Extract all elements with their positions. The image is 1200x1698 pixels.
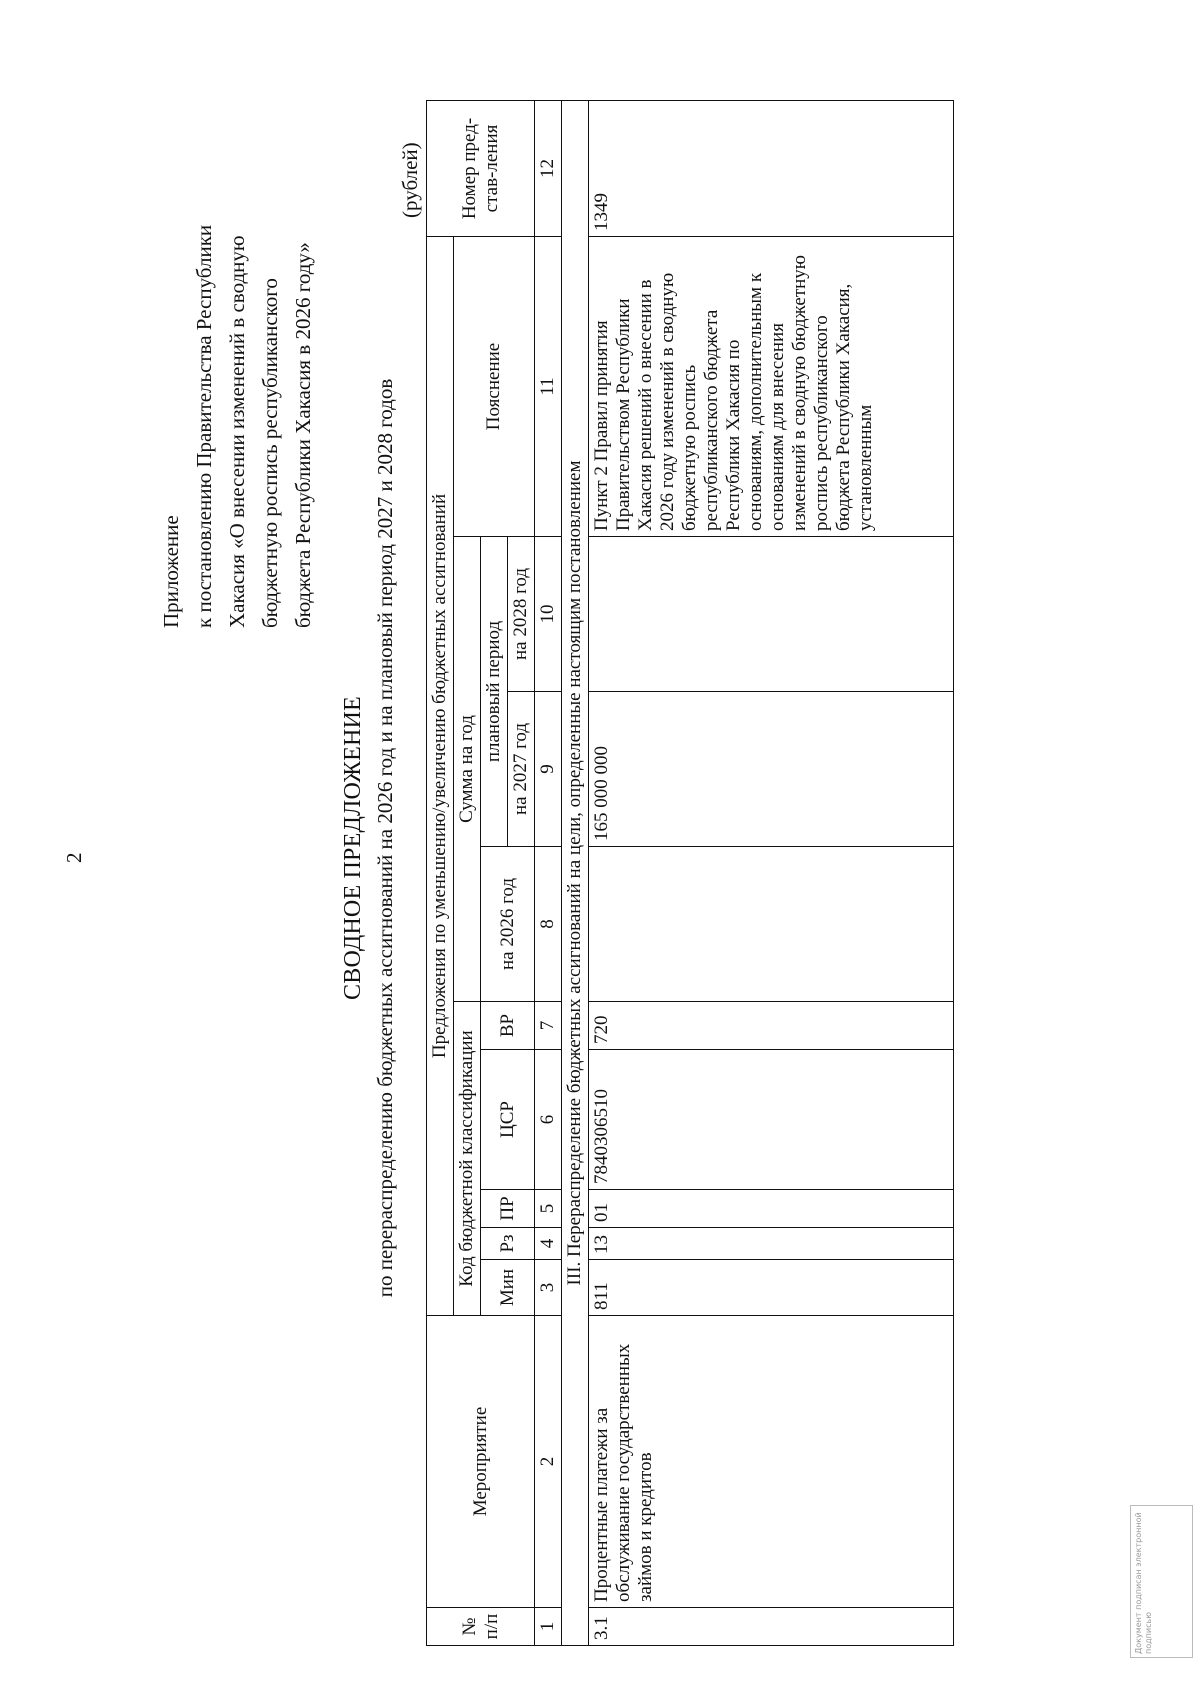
column-number: 2 [535, 1316, 562, 1608]
section-title: III. Перераспределение бюджетных ассигнований на цели, определенные настоящим постановлением [562, 100, 589, 1645]
table-row [589, 100, 954, 1645]
appendix-line: к постановлению Правительства Республики [192, 224, 216, 628]
header-sum: Сумма на год [454, 537, 481, 1002]
row-csr: 7840306510 [589, 1050, 954, 1190]
header-csr: ЦСР [481, 1050, 535, 1190]
appendix-block [155, 158, 320, 628]
row-event: Процентные платежи за обслуживание государственных займов и кредитов [589, 1316, 954, 1608]
header-num: № п/п [427, 1608, 535, 1646]
unit-label: (рублей) [398, 142, 422, 218]
column-number: 3 [535, 1260, 562, 1316]
column-number: 6 [535, 1050, 562, 1190]
column-number: 10 [535, 537, 562, 692]
section-row [562, 100, 589, 1645]
header-min: Мин [481, 1260, 535, 1316]
header-vr: ВР [481, 1002, 535, 1050]
row-y2028 [589, 537, 954, 692]
row-rep-no: 1349 [589, 100, 954, 236]
row-y2027: 165 000 000 [589, 692, 954, 847]
header-rz: Рз [481, 1228, 535, 1260]
column-number: 7 [535, 1002, 562, 1050]
column-number: 1 [535, 1608, 562, 1646]
row-note: Пункт 2 Правил принятия Правительством Республики Хакасия решений о внесении в 2026 году изменений в сводную бюджетную роспись республиканского бюджета Республики Хакасия по основаниям, дополнительным к основаниям для внесения изменений в сводную бюджетную роспись республиканского бюджета Республики Хакасия, установленным [589, 236, 954, 536]
appendix-line: бюджета Республики Хакасия в 2026 году» [291, 242, 315, 628]
signature-stamp: Документ подписан электронной подписью [1130, 1505, 1193, 1658]
row-min: 811 [589, 1260, 954, 1316]
document-title: СВОДНОЕ ПРЕДЛОЖЕНИЕ [340, 696, 366, 1000]
row-num: 3.1 [589, 1608, 954, 1646]
appendix-line: Хакасия «О внесении изменений в сводную [225, 235, 249, 628]
column-number: 4 [535, 1228, 562, 1260]
header-y2028: на 2028 год [508, 537, 535, 692]
row-rz: 13 [589, 1228, 954, 1260]
column-number: 12 [535, 100, 562, 236]
row-y2026 [589, 847, 954, 1002]
proposal-table [426, 100, 954, 1646]
row-vr: 720 [589, 1002, 954, 1050]
header-code: Код бюджетной классификации [454, 1002, 481, 1316]
appendix-line: Приложение [159, 515, 183, 628]
page-number: 2 [62, 852, 86, 863]
row-pr: 01 [589, 1190, 954, 1228]
header-row [427, 100, 454, 1645]
column-number: 11 [535, 236, 562, 536]
header-proposals: Предложения по уменьшению/увеличению бюджетных ассигнований [427, 236, 454, 1315]
appendix-line: бюджетную роспись республиканского [258, 278, 282, 628]
column-number-row [535, 100, 562, 1645]
column-number: 8 [535, 847, 562, 1002]
header-y2026: на 2026 год [481, 847, 535, 1002]
header-pr: ПР [481, 1190, 535, 1228]
header-rep-no: Номер пред-став-ления [427, 100, 535, 236]
column-number: 9 [535, 692, 562, 847]
header-note: Пояснение [454, 236, 535, 536]
header-y2027: на 2027 год [508, 692, 535, 847]
header-planned: плановый период [481, 537, 508, 847]
header-event: Мероприятие [427, 1316, 535, 1608]
document-subtitle: по перераспределению бюджетных ассигнований на 2026 год и на плановый период 2027 и 2028 годов [373, 378, 397, 1298]
column-number: 5 [535, 1190, 562, 1228]
